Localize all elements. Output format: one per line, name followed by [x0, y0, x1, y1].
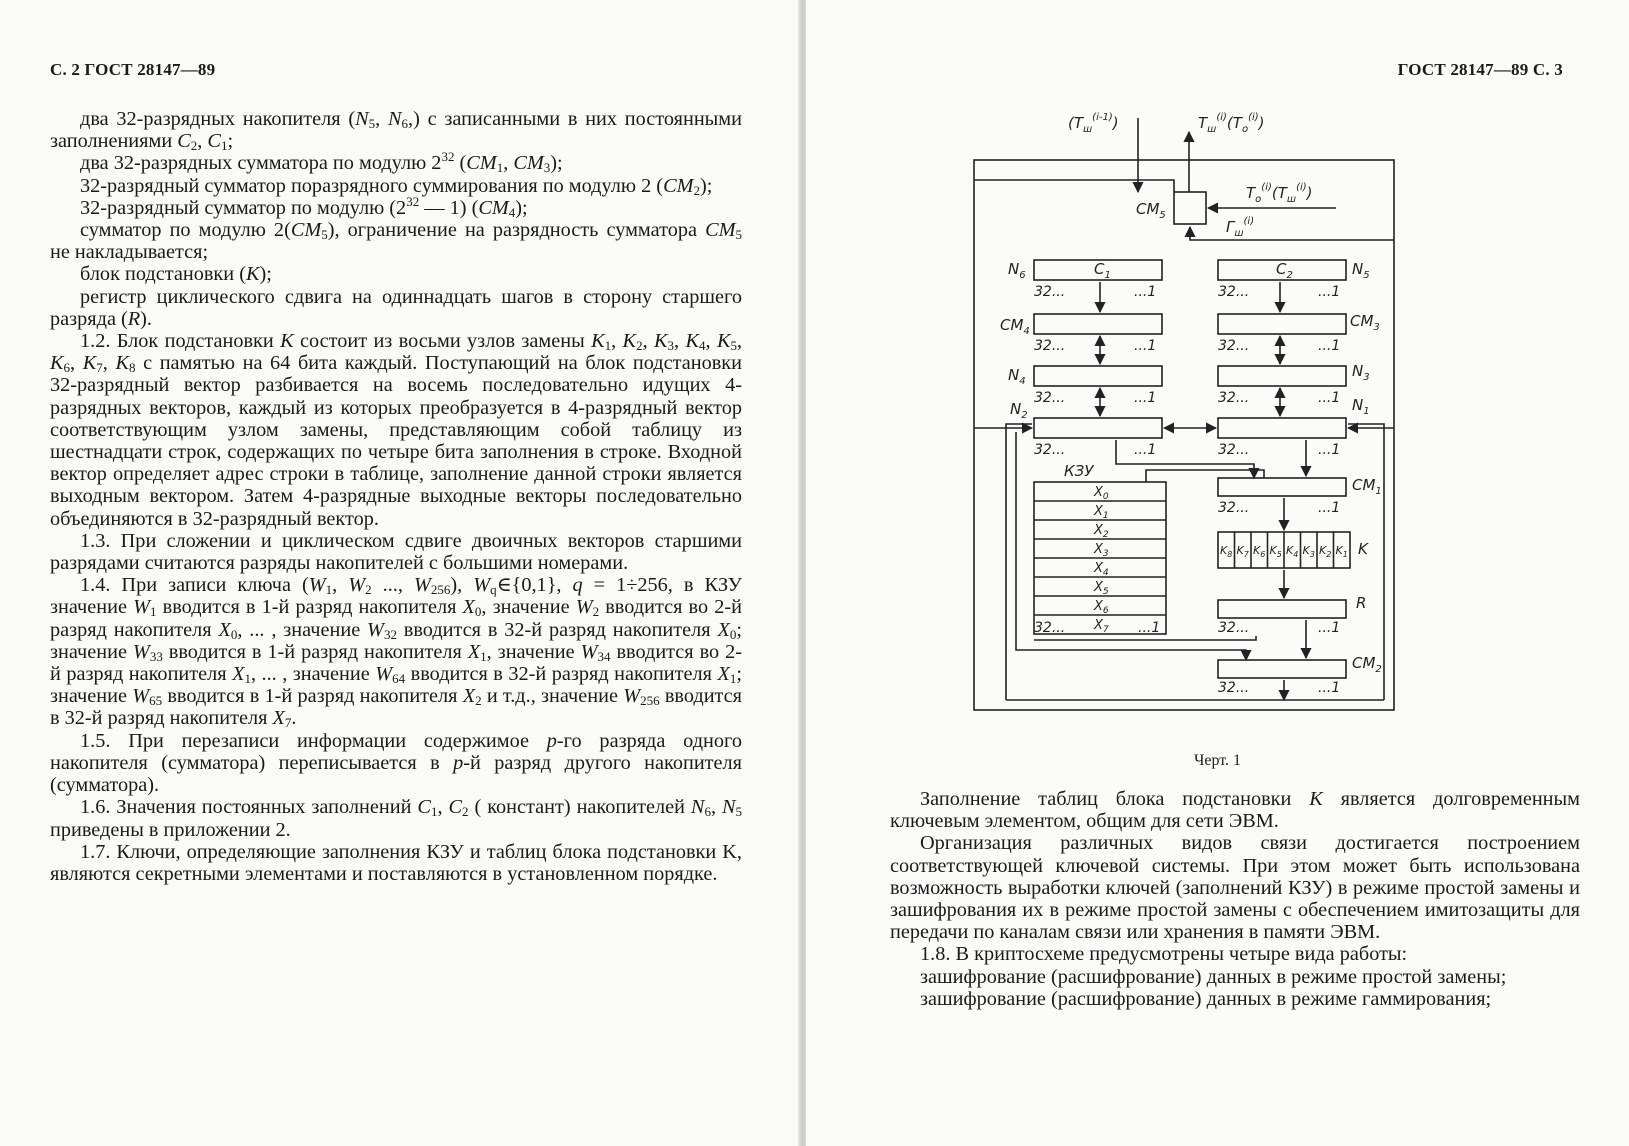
text-segment: 33	[149, 648, 163, 664]
k-cell-k7: $K_7$	[1236, 544, 1249, 559]
text-segment: K	[50, 352, 64, 375]
text-segment: CM	[513, 152, 544, 175]
text-segment: 32	[406, 193, 420, 209]
cm5-label: $CM_5$	[1136, 200, 1166, 221]
right-page	[806, 0, 1629, 1146]
text-segment: ,	[736, 330, 743, 353]
k-label: K	[1358, 540, 1368, 558]
running-head-left: С. 2 ГОСТ 28147—89	[50, 60, 216, 79]
bit-range-right: ...1	[1318, 620, 1341, 636]
text-segment: CM	[290, 219, 322, 242]
k-cell-k8: $K_8$	[1220, 544, 1233, 559]
paragraph	[50, 330, 742, 530]
text-segment: W	[133, 596, 150, 619]
text-segment: и т.д., значение	[481, 685, 624, 708]
paragraph	[50, 286, 742, 330]
kzu-row-x7: $X_7$	[1094, 618, 1109, 635]
text-segment: N	[355, 108, 369, 130]
text-segment: (	[454, 152, 467, 175]
paragraph	[50, 149, 742, 176]
text-segment: с памятью на 64 бита каждый. Поступающий на блок подстановки 32-разрядный вектор разбивается на восемь последовательно идущих 4-разрядных векторов, каждый из которых преобразуется в 4-разрядный вектор соответствующим узлом замены, представляющим собой таблицу из шестнадцати строк, содержащих по четыре бита заполнения в строке. Входной вектор определяет адрес строки в таблице, заполнение данной строки является выходным вектором. Затем 4-разрядные выходные векторы последовательно объединяются в 32-разрядный вектор.	[50, 352, 743, 530]
text-segment: K	[716, 330, 731, 353]
text-segment: C	[177, 130, 191, 153]
k-cell-k6: $K_6$	[1253, 544, 1266, 559]
text-segment: X	[462, 685, 476, 708]
n4-register	[1034, 366, 1162, 386]
bit-range-right: ...1	[1134, 284, 1157, 300]
text-segment: 0	[474, 604, 482, 620]
text-segment: 6	[704, 804, 711, 820]
text-segment: X	[467, 640, 481, 663]
text-segment: 1.7. Ключи, определяющие заполнения КЗУ и таблиц блока подстановки K, являются секретными элементами и поставляются в установленном порядке.	[50, 840, 742, 885]
text-segment: 1	[496, 160, 504, 176]
text-segment: , ... , значение	[237, 618, 368, 641]
bit-range-right: ...1	[1134, 338, 1157, 354]
text-segment: состоит из восьми узлов замены	[293, 330, 592, 353]
k-cell-k2: $K_2$	[1319, 544, 1332, 559]
paragraph	[50, 219, 742, 263]
text-segment: K	[685, 330, 700, 353]
text-segment: K	[622, 330, 637, 353]
bit-range-left: 32...	[1034, 284, 1066, 300]
text-segment: N	[690, 796, 705, 819]
text-segment: , значение	[486, 640, 581, 663]
bit-range-left: 32...	[1218, 442, 1250, 458]
line-kzu-bottom	[1034, 636, 1256, 640]
bit-range-right: ...1	[1318, 338, 1341, 354]
paragraph	[890, 966, 1580, 988]
cm1-register	[1218, 478, 1346, 496]
text-segment: 4	[699, 338, 706, 354]
text-segment: ,	[674, 330, 686, 353]
text-segment: K	[245, 263, 260, 286]
text-segment: 5	[368, 116, 376, 131]
kzu-row-x0: $X_0$	[1094, 485, 1109, 502]
text-segment: 5	[735, 227, 742, 243]
bit-range-right: ...1	[1134, 390, 1157, 406]
bit-range-left: 32...	[1034, 390, 1066, 406]
paragraph	[50, 796, 742, 840]
text-segment: вводится в 1-й разряд накопителя	[156, 596, 463, 619]
k-cell-k1: $K_1$	[1335, 544, 1348, 559]
text-segment: C	[207, 130, 221, 153]
text-segment: C	[448, 796, 463, 819]
text-segment: вводится во 2-й разряд накопителя	[50, 596, 742, 641]
text-segment: ,	[705, 330, 717, 353]
bit-range-left: 32...	[1034, 338, 1066, 354]
text-segment: 7	[96, 360, 103, 376]
bit-range-right: ...1	[1318, 680, 1341, 696]
cm3-register	[1218, 314, 1346, 334]
text-segment: ; значение	[50, 663, 742, 708]
text-segment: W	[367, 618, 384, 641]
bit-range-left: 32...	[1034, 442, 1066, 458]
text-segment: W	[375, 663, 393, 686]
text-segment: 2	[462, 804, 469, 820]
text-segment: 1	[480, 648, 487, 664]
r-label: R	[1356, 594, 1367, 612]
text-segment: C	[417, 796, 431, 819]
cm2-label: $CM_2$	[1352, 654, 1382, 675]
text-segment: X	[272, 707, 285, 730]
n1-label: $N_1$	[1352, 396, 1370, 417]
text-segment: 6	[63, 360, 71, 376]
text-segment: , ... , значение	[250, 663, 376, 686]
text-segment: K	[591, 330, 605, 353]
k-cell-k3: $K_3$	[1302, 544, 1315, 559]
kzu-row-x6: $X_6$	[1094, 599, 1109, 616]
line-kzu-to-cm1	[1146, 470, 1264, 482]
c1-label: $C_1$	[1094, 260, 1111, 281]
text-segment: W	[575, 596, 593, 619]
outer-loop-left	[1006, 424, 1032, 700]
left-page	[0, 0, 800, 1146]
text-segment: ...,	[371, 574, 414, 597]
text-segment: 256	[430, 582, 451, 598]
text-segment: p	[453, 751, 464, 774]
text-segment: блок подстановки (	[80, 263, 246, 286]
text-segment: W	[308, 574, 326, 597]
text-segment: 5	[730, 338, 737, 354]
bit-range-left: 32...	[1218, 620, 1250, 636]
text-segment: 32	[383, 626, 397, 642]
text-segment: K	[280, 330, 294, 353]
text-segment: p	[546, 729, 557, 752]
text-segment: ,	[102, 352, 116, 375]
paragraph	[50, 175, 742, 197]
text-segment: -го разряда одного накопителя (сумматора) переписывается в	[50, 729, 742, 774]
k-cell-k5: $K_5$	[1269, 544, 1282, 559]
text-segment: 3	[543, 160, 551, 176]
text-segment: ,	[437, 796, 449, 819]
bit-range-right: ...1	[1318, 390, 1341, 406]
text-segment: ,	[70, 352, 83, 375]
diagram-input-label: $(T_ш^{(i-1)})$	[1068, 112, 1119, 135]
text-segment: 0	[230, 626, 238, 642]
text-segment: .	[291, 707, 297, 730]
cm1-label: $CM_1$	[1352, 476, 1382, 497]
text-segment: 1.5. При перезаписи информации содержимое	[80, 729, 547, 752]
bit-range-right: ...1	[1318, 442, 1341, 458]
text-segment: q	[490, 582, 497, 598]
n2-label: $N_2$	[1010, 400, 1028, 421]
text-segment: K	[115, 352, 129, 375]
cm4-register	[1034, 314, 1162, 334]
text-segment: сумматор по модулю 2(	[80, 219, 291, 242]
text-segment: 1	[729, 671, 737, 687]
text-segment: ), ограничение на разрядность сумматора	[327, 219, 706, 242]
kzu-row-x1: $X_1$	[1094, 504, 1109, 521]
bit-range-left: 32...	[1218, 390, 1250, 406]
paragraph	[890, 988, 1580, 1010]
text-segment: );	[259, 263, 272, 286]
kzu-row-x4: $X_4$	[1094, 561, 1109, 578]
side-input-label: $T_o^{(i)}(T_ш^{(i)})$	[1246, 182, 1313, 205]
text-segment: 4	[508, 204, 516, 220]
text-segment: 2	[693, 182, 700, 198]
text-segment: , значение	[481, 596, 576, 619]
bit-range-left: 32...	[1218, 338, 1250, 354]
cm5-block	[1174, 192, 1206, 224]
text-segment: 1.3. При сложении и циклическом сдвиге двоичных векторов старшими разрядами считаются разряды накопителей с большими номерами.	[50, 529, 742, 575]
text-segment: ,	[710, 796, 722, 819]
text-segment: CM	[663, 174, 694, 197]
text-segment: вводится в 1-й разряд накопителя	[162, 640, 468, 663]
text-segment: два 32-разрядных накопителя (	[80, 108, 356, 130]
text-segment: 7	[284, 715, 292, 731]
text-segment: 1	[244, 671, 251, 687]
text-segment: 1	[430, 804, 438, 820]
text-segment: 1.6. Значения постоянных заполнений	[80, 796, 418, 819]
n4-label: $N_4$	[1008, 366, 1026, 387]
text-segment: ),	[450, 574, 474, 597]
crypto-scheme-diagram	[806, 0, 1629, 740]
text-segment: ,	[611, 330, 623, 353]
text-segment: 2	[475, 693, 482, 709]
text-segment: приведены в приложении 2.	[50, 818, 291, 841]
kzu-row-x2: $X_2$	[1094, 523, 1109, 540]
paragraph	[890, 943, 1580, 965]
text-segment: вводится в 1-й разряд накопителя	[162, 685, 463, 708]
text-segment: N	[387, 108, 402, 130]
text-segment: 2	[636, 338, 643, 354]
cm3-label: $CM_3$	[1350, 312, 1380, 333]
bit-range-right: ...1	[1138, 620, 1161, 636]
text-segment: K	[654, 330, 668, 353]
paragraph	[890, 788, 1580, 832]
text-segment: W	[348, 574, 366, 597]
text-segment: X	[717, 663, 730, 686]
text-segment: два 32-разрядных сумматора по модулю 2	[80, 152, 442, 175]
text-segment: 3	[667, 338, 675, 354]
text-segment: CM	[466, 152, 497, 175]
kzu-label: КЗУ	[1064, 462, 1094, 480]
text-segment: Заполнение таблиц блока подстановки	[920, 788, 1310, 810]
figure-caption: Черт. 1	[1193, 752, 1242, 769]
text-segment: 32-разрядный сумматор поразрядного суммирования по модулю 2 (	[80, 174, 664, 197]
text-segment: 32-разрядный сумматор по модулю (2	[80, 196, 407, 219]
n3-label: $N_3$	[1352, 362, 1370, 383]
text-segment: 34	[597, 648, 611, 664]
text-segment: -й разряд другого накопителя (сумматора).	[50, 751, 742, 797]
cm2-register	[1218, 660, 1346, 678]
bit-range-left: 32...	[1034, 620, 1066, 636]
gamma-line	[1190, 227, 1394, 240]
text-segment: K	[82, 352, 97, 375]
left-text-column	[50, 108, 742, 885]
text-segment: 5	[735, 804, 743, 820]
text-segment: является долговременным ключевым элементом, общим для сети ЭВМ.	[890, 788, 1580, 833]
bit-range-left: 32...	[1218, 680, 1250, 696]
text-segment: W	[132, 685, 150, 708]
text-segment: Организация различных видов связи достигается построением соответствующей ключевой системы. При этом может быть использована возможность выработки ключей (заполнений КЗУ) в режиме простой замены и зашифрования их в режиме простой замены с обеспечением имитозащиты для передачи по каналам связи или хранения в памяти ЭВМ.	[890, 832, 1580, 944]
paragraph	[890, 832, 1580, 943]
text-segment: не накладывается;	[50, 241, 209, 264]
diagram-output-label: $T_ш^{(i)}(T_o^{(i)})$	[1198, 112, 1265, 135]
text-segment: W	[132, 640, 150, 663]
text-segment: зашифрование (расшифрование) данных в режиме простой замены;	[920, 965, 1507, 988]
text-segment: X	[232, 663, 245, 686]
text-segment: X	[462, 596, 475, 619]
n2-register	[1034, 418, 1162, 438]
text-segment: 65	[149, 693, 163, 709]
bit-range-right: ...1	[1318, 500, 1341, 516]
text-segment: 2	[365, 582, 372, 598]
text-segment: ,	[197, 130, 208, 153]
text-segment: регистр циклического сдвига на одиннадцать шагов в сторону старшего разряда (	[50, 285, 742, 330]
text-segment: вводится в 32-й разряд накопителя	[396, 618, 718, 641]
text-segment: 1.4. При записи ключа (	[80, 574, 309, 597]
text-segment: );	[550, 152, 563, 175]
paragraph	[50, 841, 742, 885]
text-segment: ;	[227, 130, 234, 153]
text-segment: ( констант) накопителей	[468, 796, 691, 819]
text-segment: 6	[401, 116, 409, 131]
text-segment: зашифрование (расшифрование) данных в режиме гаммирования;	[920, 987, 1492, 1010]
feedback-line-left	[974, 180, 1174, 192]
cm4-label: $CM_4$	[1000, 316, 1030, 337]
text-segment: W	[580, 640, 598, 663]
text-segment: — 1) (	[419, 196, 479, 219]
bit-range-right: ...1	[1318, 284, 1341, 300]
text-segment: ,) с записанными в них постоянными заполнениями	[50, 108, 742, 153]
text-segment: ; значение	[50, 618, 742, 663]
text-segment: 1.2. Блок подстановки	[80, 330, 281, 353]
text-segment: X	[717, 618, 730, 641]
bit-range-left: 32...	[1218, 500, 1250, 516]
n1-register	[1218, 418, 1346, 438]
text-segment: 8	[128, 360, 136, 376]
text-segment: 1	[325, 582, 333, 598]
text-segment: CM	[705, 219, 736, 242]
text-segment: CM	[478, 196, 509, 219]
text-segment: 2	[592, 604, 600, 620]
c2-label: $C_2$	[1276, 260, 1293, 281]
text-segment: вводится в 32-й разряд накопителя	[50, 685, 742, 730]
text-segment: N	[722, 796, 736, 819]
right-text-column	[890, 788, 1580, 1010]
n6-label: $N_6$	[1008, 260, 1026, 281]
text-segment: W	[413, 574, 431, 597]
text-segment: вводится во 2-й разряд накопителя	[50, 640, 742, 686]
text-segment: 2	[190, 138, 198, 154]
text-segment: вводится в 32-й разряд накопителя	[405, 663, 718, 686]
text-segment: ,	[503, 152, 514, 175]
paragraph	[50, 263, 742, 285]
text-segment: 64	[392, 671, 406, 687]
text-segment: ∈{0,1},	[496, 574, 573, 597]
r-register	[1218, 600, 1346, 618]
text-segment: ,	[642, 330, 655, 353]
text-segment: ).	[140, 307, 152, 330]
text-segment: 256	[640, 693, 660, 709]
text-segment: );	[699, 174, 713, 197]
paragraph	[50, 730, 742, 797]
text-segment: W	[623, 685, 641, 708]
paragraph	[50, 530, 742, 574]
text-segment: X	[218, 618, 231, 641]
running-head-right: ГОСТ 28147—89 С. 3	[1397, 60, 1563, 79]
text-segment: 1	[220, 138, 228, 154]
k-cell-k4: $K_4$	[1286, 544, 1299, 559]
text-segment: 1.8. В криптосхеме предусмотрены четыре вида работы:	[920, 943, 1408, 966]
text-segment: K	[1309, 788, 1323, 810]
kzu-row-x5: $X_5$	[1094, 580, 1109, 597]
text-segment: 1	[604, 338, 612, 354]
paragraph	[50, 193, 742, 220]
paragraph	[50, 108, 742, 152]
text-segment: 1	[150, 604, 157, 620]
text-segment: 5	[321, 227, 328, 243]
paragraph	[50, 574, 742, 729]
bit-range-left: 32...	[1218, 284, 1250, 300]
text-segment: 32	[441, 149, 455, 165]
text-segment: = 1÷256, в КЗУ значение	[50, 574, 743, 619]
text-segment: );	[515, 196, 528, 219]
bit-range-right: ...1	[1134, 442, 1157, 458]
kzu-row-x3: $X_3$	[1094, 542, 1109, 559]
n3-register	[1218, 366, 1346, 386]
text-segment: ,	[332, 574, 349, 597]
text-segment: 0	[729, 626, 737, 642]
text-segment: R	[127, 307, 141, 330]
text-segment: q	[572, 574, 583, 597]
gamma-label: $Г_ш^{(i)}$	[1226, 216, 1255, 239]
text-segment: W	[473, 574, 491, 597]
text-segment: ,	[375, 108, 388, 130]
n5-label: $N_5$	[1352, 260, 1370, 281]
